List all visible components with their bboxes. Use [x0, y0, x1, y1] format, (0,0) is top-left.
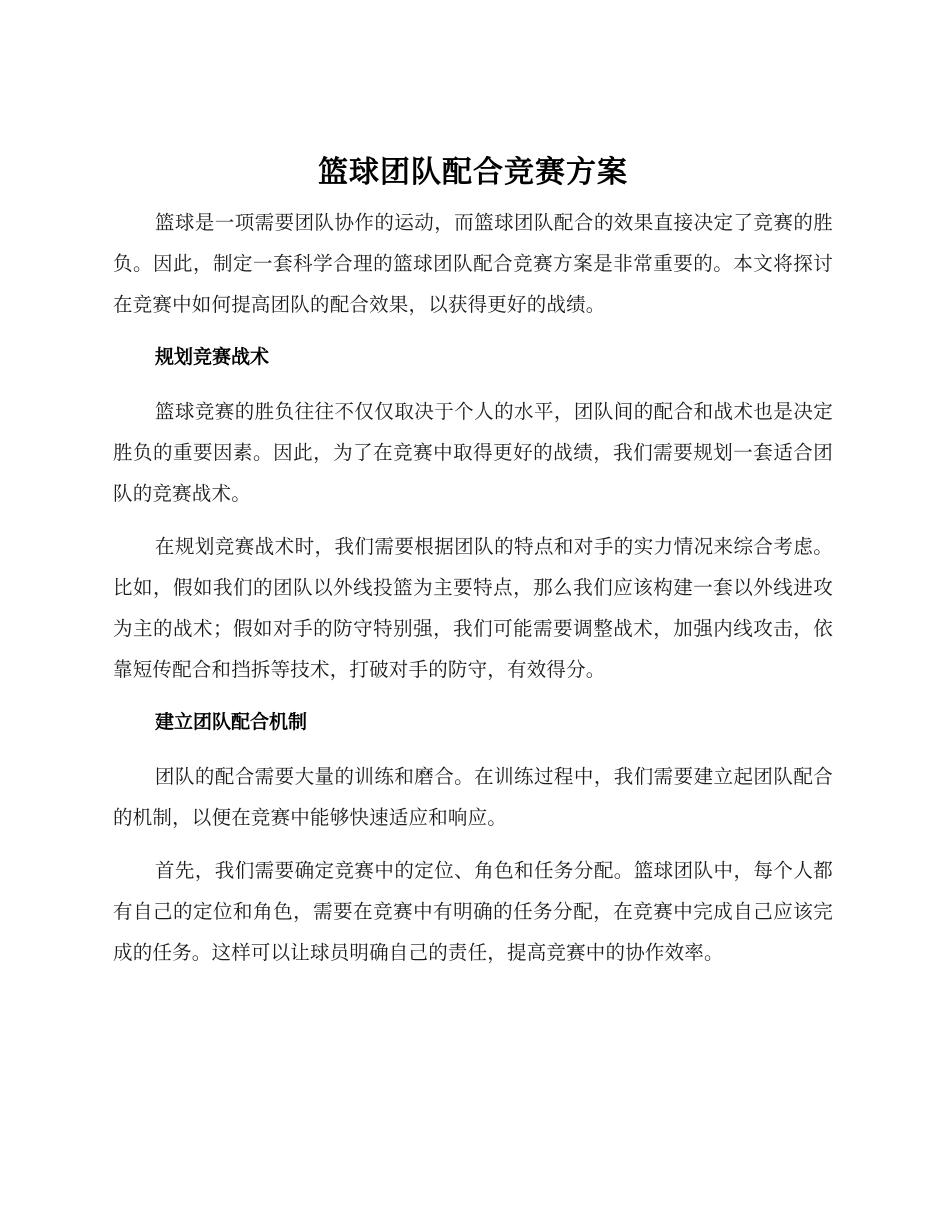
document-title: 篮球团队配合竞赛方案 — [318, 155, 628, 190]
section-teamwork-mechanism — [113, 702, 833, 973]
body-paragraph: 在规划竞赛战术时，我们需要根据团队的特点和对手的实力情况来综合考虑。比如，假如我们的团队以外线投篮为主要特点，那么我们应该构建一套以外线进攻为主的战术；假如对手的防守特别强，我们可能需要调整战术，加强内线攻击，依靠短传配合和挡拆等技术，打破对手的防守，有效得分。 — [113, 535, 833, 681]
document-page — [113, 148, 833, 985]
section-tactics — [113, 337, 833, 690]
body-paragraph: 首先，我们需要确定竞赛中的定位、角色和任务分配。篮球团队中，每个人都有自己的定位和角色，需要在竞赛中有明确的任务分配，在竞赛中完成自己应该完成的任务。这样可以让球员明确自己的责任，提高竞赛中的协作效率。 — [113, 859, 833, 964]
intro-paragraph: 篮球是一项需要团队协作的运动，而篮球团队配合的效果直接决定了竞赛的胜负。因此，制定一套科学合理的篮球团队配合竞赛方案是非常重要的。本文将探讨在竞赛中如何提高团队的配合效果，以获得更好的战绩。 — [113, 211, 833, 316]
section-heading: 规划竞赛战术 — [155, 346, 270, 368]
section-heading: 建立团队配合机制 — [155, 711, 308, 733]
body-paragraph: 篮球竞赛的胜负往往不仅仅取决于个人的水平，团队间的配合和战术也是决定胜负的重要因素。因此，为了在竞赛中取得更好的战绩，我们需要规划一套适合团队的竞赛战术。 — [113, 400, 833, 505]
body-paragraph: 团队的配合需要大量的训练和磨合。在训练过程中，我们需要建立起团队配合的机制，以便在竞赛中能够快速适应和响应。 — [113, 765, 833, 829]
